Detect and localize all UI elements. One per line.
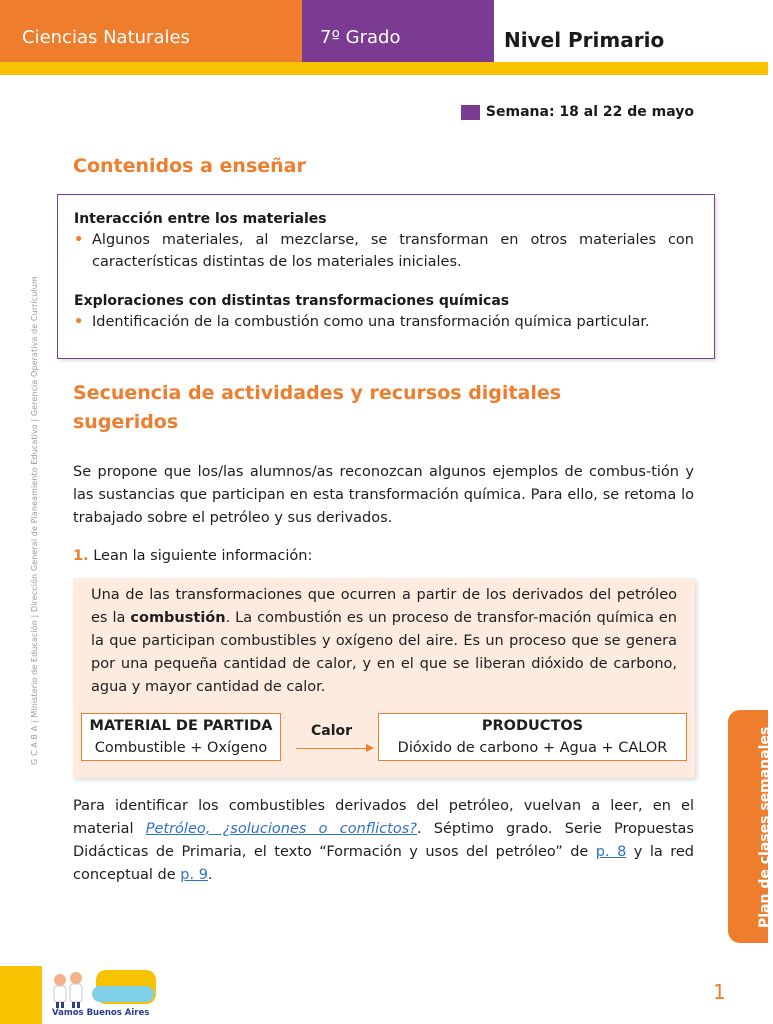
arrow-label: Calor	[311, 723, 353, 739]
page-8-link[interactable]: p. 8	[595, 844, 627, 860]
side-credits: G C A B A | Ministerio de Educación | Dirección General de Planeamiento Educativo | Gerencia Operativa de Currículum	[30, 276, 39, 765]
contents-bullet-1-text: Algunos materiales, al mezclarse, se transforman en otros materiales con características distintas de los materiales iniciales.	[92, 232, 694, 270]
step-1	[73, 545, 694, 568]
info-text-part: . La combustión es un proceso de transfor-mación química en la que participan combustibles y oxígeno del aire. Es un proceso que se genera por una pequeña cantidad de calor, y en el que se liberan dióxido de carbono, agua y mayor cantidad de calor.	[91, 610, 677, 695]
info-text	[91, 584, 677, 699]
side-tab	[728, 710, 773, 943]
products-title: PRODUCTOS	[481, 718, 584, 734]
contents-box	[57, 194, 715, 359]
header-band	[0, 62, 768, 75]
closing-text: . Séptimo grado. Serie Propuestas Didácticas de Primaria, el texto “Formación y usos del petróleo” de	[73, 821, 694, 860]
start-material-title: MATERIAL DE PARTIDA	[89, 718, 273, 734]
sequence-intro: Se propone que los/las alumnos/as reconozcan algunos ejemplos de combus-tión y las sustancias que participan en esta transformación química. Para ello, se retoma lo trabajado sobre el petróleo y sus derivados.	[73, 464, 694, 526]
grade-label: 7º Grado	[302, 0, 494, 62]
bullet-icon: •	[74, 314, 84, 330]
info-box	[73, 578, 695, 778]
closing-text: Para identificar los combustibles derivados del petróleo, vuelvan a leer, en el material	[73, 798, 694, 837]
products-box	[378, 713, 687, 761]
contents-bullet-2	[74, 311, 694, 333]
step-text: Lean la siguiente información:	[93, 548, 313, 564]
material-link[interactable]: Petróleo, ¿soluciones o conflictos?	[145, 821, 417, 837]
start-material-value: Combustible + Oxígeno	[94, 740, 268, 756]
week-indicator	[461, 104, 694, 120]
reaction-arrow	[296, 748, 368, 749]
contents-bullet-2-text: Identificación de la combustión como una transformación química particular.	[92, 314, 650, 330]
closing-text: .	[207, 867, 213, 883]
info-text-bold: combustión	[130, 610, 226, 626]
contents-heading-2: Exploraciones con distintas transformaciones químicas	[74, 293, 510, 309]
side-tab-label: Plan de clases semanales	[757, 726, 773, 928]
sequence-title: Secuencia de actividades y recursos digitales sugeridos	[73, 382, 562, 433]
closing-paragraph	[73, 795, 694, 887]
contents-heading-1: Interacción entre los materiales	[74, 211, 327, 227]
info-text-part: Una de las transformaciones que ocurren a partir de los derivados del petróleo es la	[91, 587, 677, 626]
arrow-head-icon	[366, 744, 374, 752]
page-number: 1	[713, 980, 726, 1004]
week-label: Semana: 18 al 22 de mayo	[485, 104, 694, 120]
closing-text: y la red conceptual de	[73, 844, 694, 883]
step-number: 1.	[73, 548, 89, 564]
level-label: Nivel Primario	[494, 0, 768, 62]
page-9-link[interactable]: p. 9	[180, 867, 208, 883]
products-value: Dióxido de carbono + Agua + CALOR	[397, 740, 668, 756]
start-material-box	[81, 713, 281, 761]
footer-yellow-block	[0, 966, 42, 1024]
bullet-icon: •	[74, 232, 84, 248]
week-marker-icon	[461, 105, 480, 120]
contents-title: Contenidos a enseñar	[73, 155, 306, 177]
contents-bullet-1	[74, 229, 694, 273]
subject-label: Ciencias Naturales	[0, 0, 302, 62]
page-header	[0, 0, 768, 62]
logo-text: Vamos Buenos Aires	[52, 1008, 150, 1018]
